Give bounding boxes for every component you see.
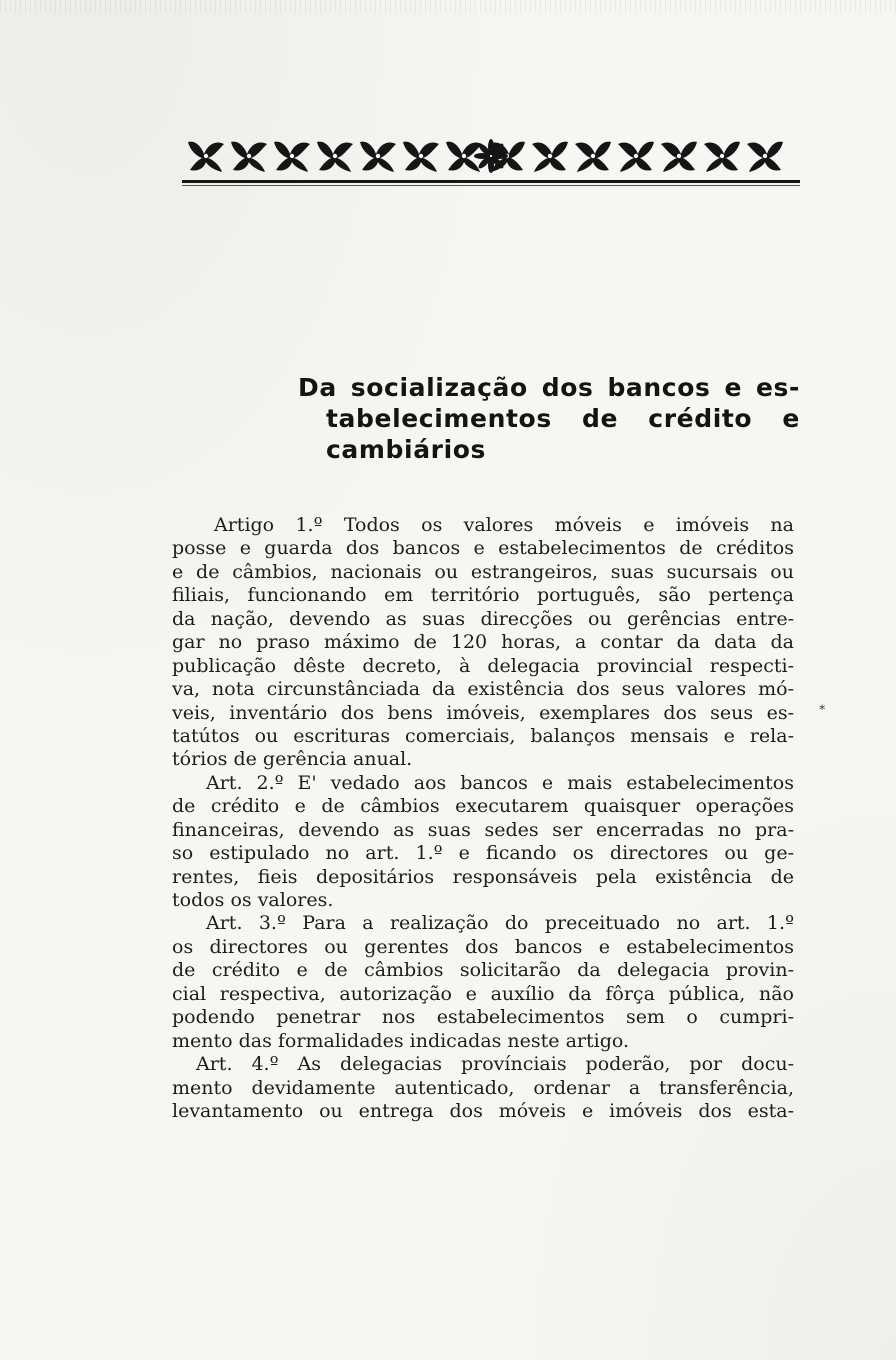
- section-title-line-1: Da socialização dos bancos e es-: [298, 373, 800, 402]
- floral-ornament-icon: [180, 132, 802, 188]
- article-2-start: Art. 2.º E' vedado aos bancos e mais estabelecimentos: [206, 771, 794, 794]
- text-line: gar no praso máximo de 120 horas, a contar da data da: [172, 631, 794, 654]
- text-line: de crédito e de câmbios executarem quaisquer operações: [172, 795, 794, 818]
- ornament-leaf: [403, 142, 439, 172]
- text-line: rentes, fieis depositários responsáveis pela existência de: [172, 865, 794, 888]
- ornament-center: [474, 139, 508, 173]
- text-line: mento das formalidades indicadas neste artigo.: [172, 1029, 630, 1052]
- section-title-line-2: tabelecimentos de crédito e: [326, 404, 800, 433]
- text-line: cial respectiva, autorização e auxílio da fôrça pública, não: [172, 982, 794, 1005]
- ornament-leaf: [274, 142, 310, 172]
- text-line: todos os valores.: [172, 889, 334, 911]
- text-line: levantamento ou entrega dos móveis e imóveis dos esta-: [172, 1099, 794, 1122]
- decree-text: [172, 514, 794, 1123]
- text-line: financeiras, devendo as suas sedes ser encerradas no pra-: [172, 818, 794, 841]
- ornament-leaf: [575, 142, 611, 172]
- text-line: veis, inventário dos bens imóveis, exemplares dos seus es-: [172, 701, 794, 724]
- text-line: da nação, devendo as suas direcções ou gerências entre-: [172, 607, 794, 630]
- page-edge-speckle: [0, 0, 896, 14]
- text-line: de crédito e de câmbios solicitarão da delegacia provin-: [172, 959, 794, 982]
- text-line: podendo penetrar nos estabelecimentos sem o cumpri-: [172, 1006, 794, 1029]
- section-title: [298, 372, 800, 465]
- ornament-leaf: [360, 142, 396, 172]
- text-line: Artigo 1.º Todos os valores móveis e imóveis na: [214, 514, 794, 536]
- text-line: so estipulado no art. 1.º e ficando os directores ou ge-: [172, 842, 794, 865]
- ornament-leaf: [747, 142, 783, 172]
- section-title-line-3: cambiários: [326, 435, 487, 464]
- text-line: publicação dêste decreto, à delegacia provincial respecti-: [172, 654, 794, 677]
- text-line: va, nota circunstânciada da existência dos seus valores mó-: [172, 678, 794, 701]
- text-line: filiais, funcionando em território português, são pertença: [172, 584, 794, 607]
- article-4-start: Art. 4.º As delegacias provínciais poderão, por docu-: [196, 1053, 794, 1076]
- text-line: os directores ou gerentes dos bancos e estabelecimentos: [172, 935, 794, 958]
- ornament-leaf: [661, 142, 697, 172]
- ink-speck-icon: ∗: [818, 700, 827, 714]
- ornament-leaf: [317, 142, 353, 172]
- ornament-leaf: [188, 142, 224, 172]
- ornament-leaf: [618, 142, 654, 172]
- ornament-leaf: [704, 142, 740, 172]
- text-line: mento devidamente autenticado, ordenar a transferência,: [172, 1076, 794, 1099]
- article-3-start: Art. 3.º Para a realização do preceituado no art. 1.º: [206, 912, 794, 935]
- text-line: posse e guarda dos bancos e estabelecimentos de créditos: [172, 537, 794, 560]
- text-line: tatútos ou escrituras comerciais, balanços mensais e rela-: [172, 724, 794, 747]
- ornament-leaf: [231, 142, 267, 172]
- text-line: e de câmbios, nacionais ou estrangeiros, suas sucursais ou: [172, 560, 794, 583]
- ornament-leaf: [532, 142, 568, 172]
- text-line: tórios de gerência anual.: [172, 748, 413, 771]
